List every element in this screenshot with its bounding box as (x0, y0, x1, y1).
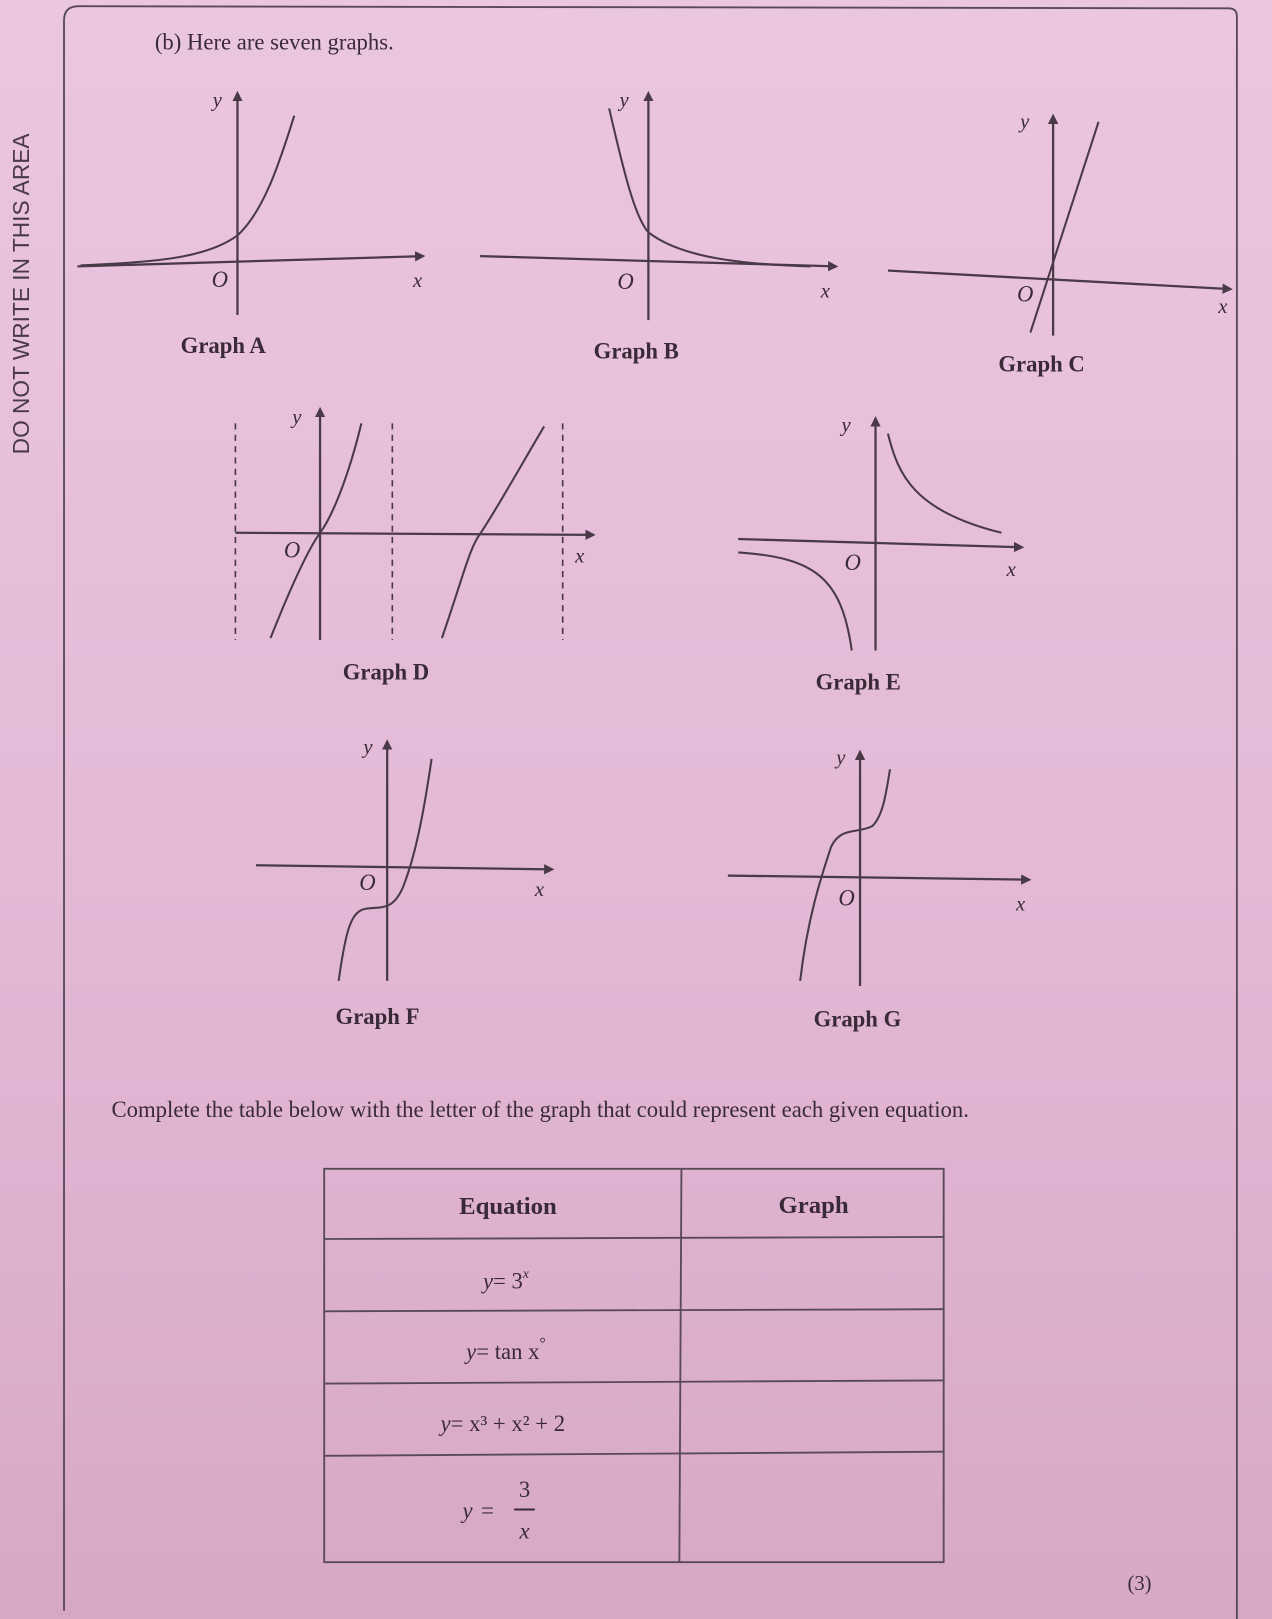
answer-cell-row-4[interactable] (683, 1455, 941, 1560)
graph-a (77, 89, 423, 358)
x-axis (256, 865, 552, 869)
row-divider (324, 1380, 943, 1383)
equation-equals: = (481, 1497, 494, 1523)
equation-cell: y= x³ + x² + 2 (440, 1411, 566, 1437)
x-axis (77, 256, 423, 266)
curve (609, 108, 810, 266)
row-divider (324, 1309, 943, 1311)
x-label: x (534, 879, 544, 902)
line (1030, 122, 1098, 333)
marks-label: (3) (1127, 1573, 1152, 1596)
fraction-numerator: 3 (518, 1477, 531, 1503)
x-axis (235, 533, 593, 535)
curve (888, 434, 1002, 533)
y-label: y (212, 89, 222, 112)
y-label: y (619, 89, 629, 112)
graph-d (235, 406, 593, 684)
row-divider (324, 1237, 943, 1239)
x-label: x (1218, 295, 1228, 318)
origin-label: O (617, 269, 634, 295)
header-graph: Graph (778, 1192, 849, 1220)
origin-label: O (359, 870, 376, 896)
equation-cell: $y= 3^x$ (482, 1266, 529, 1294)
curve (339, 759, 432, 981)
graph-label: Graph B (593, 338, 679, 364)
curve (800, 769, 890, 981)
y-label: y (292, 406, 302, 429)
x-label: x (1006, 559, 1016, 582)
y-label: y (841, 414, 851, 437)
curve (81, 116, 295, 266)
graph-c (888, 111, 1231, 377)
origin-label: O (844, 549, 861, 575)
y-label: y (836, 747, 846, 770)
x-axis (888, 271, 1231, 290)
graph-label: Graph F (335, 1004, 420, 1030)
column-divider (679, 1169, 681, 1562)
answer-cell-row-2[interactable] (683, 1312, 941, 1380)
curve (271, 423, 362, 638)
answer-table (324, 1169, 943, 1562)
equation-cell: y= tan x° (466, 1335, 546, 1364)
table-row (481, 1241, 942, 1309)
graph-g (728, 747, 1029, 1031)
graph-label: Graph D (342, 659, 430, 685)
intro-text: (b) Here are seven graphs. (154, 29, 394, 55)
x-axis (738, 539, 1022, 547)
curve (442, 426, 544, 638)
graph-label: Graph G (813, 1006, 902, 1032)
table-row (464, 1312, 941, 1380)
graph-label: Graph A (180, 333, 266, 359)
answer-cell-row-1[interactable] (683, 1241, 941, 1309)
x-label: x (412, 270, 423, 293)
x-label: x (575, 545, 585, 568)
fraction-denominator: x (519, 1518, 530, 1544)
equation-y: y (462, 1497, 473, 1523)
graph-b (480, 89, 836, 363)
margin-note: DO NOT WRITE IN THIS AREA (7, 133, 34, 455)
y-label: y (1020, 111, 1030, 134)
page-border (64, 6, 1237, 1619)
curve (738, 552, 852, 650)
graph-label: Graph E (815, 669, 901, 695)
graph-label: Graph C (998, 351, 1085, 377)
table-row (439, 1384, 942, 1452)
x-label: x (820, 280, 830, 303)
header-equation: Equation (459, 1193, 557, 1221)
origin-label: O (283, 537, 301, 563)
x-label: x (1015, 893, 1026, 916)
answer-cell-row-3[interactable] (683, 1384, 941, 1452)
origin-label: O (211, 267, 229, 293)
table-row (461, 1455, 942, 1560)
graph-f (256, 737, 552, 1030)
graph-e (738, 415, 1022, 695)
origin-label: O (1016, 281, 1034, 307)
instruction-text: Complete the table below with the letter of the graph that could represent each given equation. (111, 1097, 969, 1123)
x-axis (728, 876, 1029, 880)
origin-label: O (838, 885, 855, 911)
y-label: y (363, 736, 373, 759)
